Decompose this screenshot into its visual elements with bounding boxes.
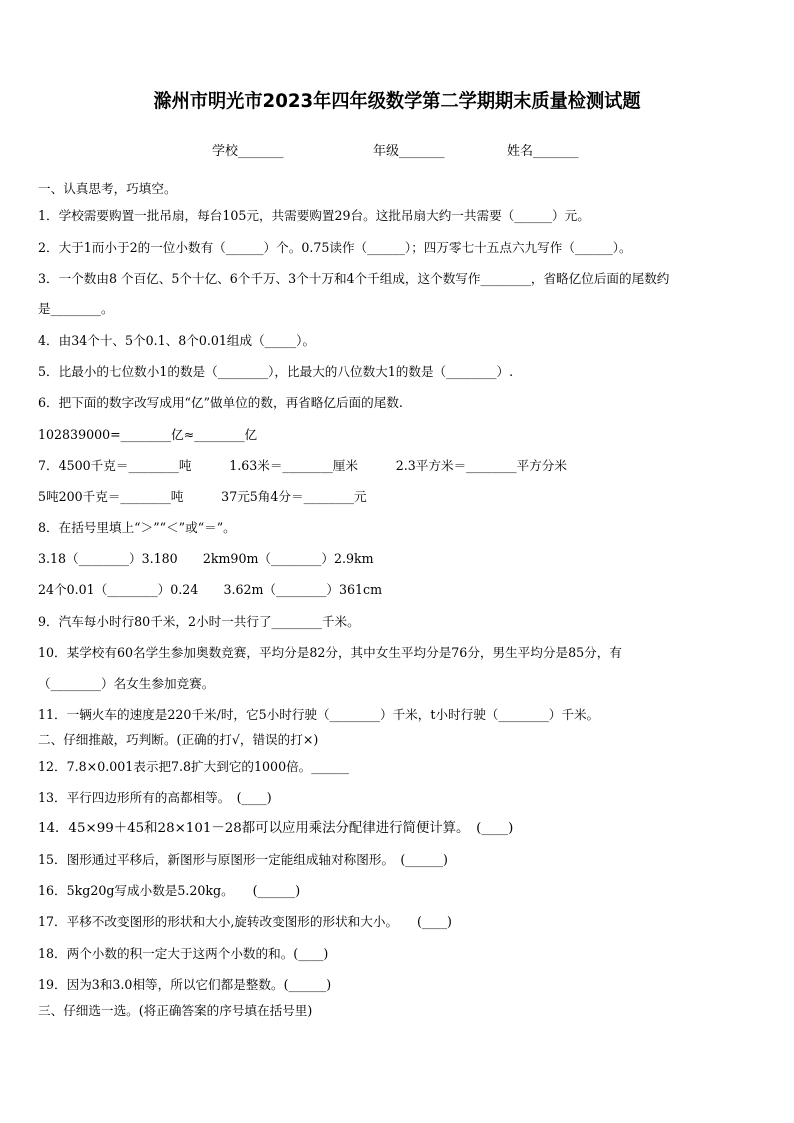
question-15: 15．图形通过平移后，新图形与原图形一定能组成轴对称图形。 (______) (38, 852, 448, 867)
question-17: 17．平移不改变图形的形状和大小,旋转改变图形的形状和大小。 (____) (38, 914, 452, 929)
question-10-continued: （________）名女生参加竞赛。 (38, 676, 215, 691)
question-18: 18．两个小数的积一定大于这两个小数的和。(____) (38, 946, 329, 961)
question-7-row-1: 7．4500千克＝________吨 1.63米＝________厘米 2.3平方米＝________平方分米 (38, 458, 567, 473)
question-6-expression: 102839000=________亿≈________亿 (38, 427, 258, 442)
question-1: 1．学校需要购置一批吊扇，每台105元，共需要购置29台。这批吊扇大约一共需要（______）元。 (38, 208, 590, 223)
question-19: 19．因为3和3.0相等，所以它们都是整数。(______) (38, 977, 332, 992)
question-10: 10．某学校有60名学生参加奥数竞赛，平均分是82分，其中女生平均分是76分，男生平均分是85分，有 (38, 645, 622, 660)
question-2: 2．大于1而小于2的一位小数有（______）个。0.75读作（______）；四万零七十五点六九写作（______）。 (38, 240, 632, 255)
section-heading-true-false: 二、仔细推敲，巧判断。(正确的打√，错误的打×) (38, 732, 319, 747)
question-12: 12．7.8×0.001表示把7.8扩大到它的1000倍。______ (38, 759, 350, 774)
grade-field[interactable]: 年级_______ (373, 144, 445, 159)
question-14: 14．45×99＋45和28×101－28都可以应用乘法分配律进行简便计算。 (____) (38, 821, 514, 836)
question-5: 5．比最小的七位数小1的数是（________），比最大的八位数大1的数是（________）. (38, 364, 514, 379)
name-field[interactable]: 姓名_______ (507, 144, 579, 159)
question-6: 6．把下面的数字改写成用“亿”做单位的数，再省略亿后面的尾数. (38, 395, 403, 410)
question-13: 13．平行四边形所有的高都相等。 (____) (38, 790, 272, 805)
question-8-row-1: 3.18（________）3.180 2km90m（________）2.9km (38, 551, 374, 566)
question-11: 11．一辆火车的速度是220千米/时，它5小时行驶（________）千米，t小时行驶（________）千米。 (38, 707, 600, 722)
page-title: 滁州市明光市2023年四年级数学第二学期期末质量检测试题 (153, 90, 641, 112)
question-4: 4．由34个十、5个0.1、8个0.01组成（_____）。 (38, 333, 316, 348)
question-8: 8．在括号里填上“＞”“＜”或“＝”。 (38, 520, 236, 535)
question-8-row-2: 24个0.01（________）0.24 3.62m（________）361cm (38, 582, 383, 597)
section-heading-multiple-choice: 三、仔细选一选。(将正确答案的序号填在括号里) (38, 1003, 313, 1018)
question-3-continued: 是________。 (38, 301, 114, 316)
question-7-row-2: 5吨200千克＝________吨 37元5角4分＝________元 (38, 489, 367, 504)
question-3: 3．一个数由8 个百亿、5个十亿、6个千万、3个十万和4个千组成，这个数写作________，省略亿位后面的尾数约 (38, 271, 670, 286)
question-9: 9．汽车每小时行80千米，2小时一共行了________千米。 (38, 614, 360, 629)
school-field[interactable]: 学校_______ (212, 144, 284, 159)
section-heading-fill-blank: 一、认真思考，巧填空。 (38, 181, 177, 196)
question-16: 16．5kg20g写成小数是5.20kg。 (______) (38, 883, 301, 898)
header-fields (0, 140, 794, 160)
